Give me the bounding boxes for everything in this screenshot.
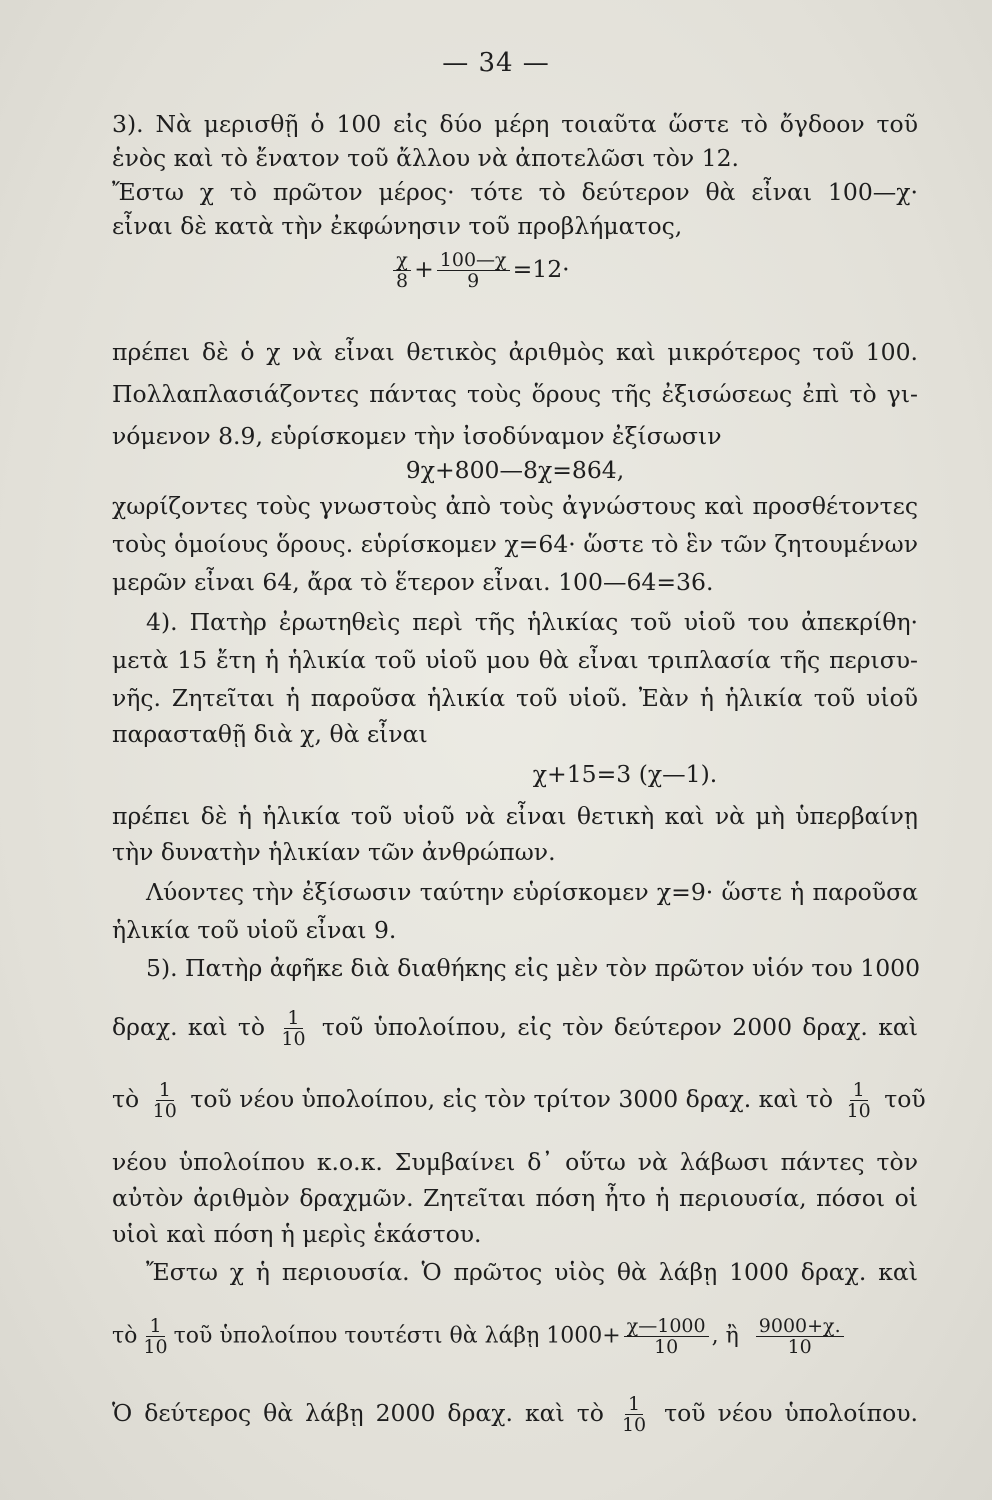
fraction: $\frac{\chi}{8}$ <box>393 250 411 291</box>
fraction: $\frac{1}{10}$ <box>281 1007 306 1050</box>
text-line: ἑνὸς καὶ τὸ ἔνατον τοῦ ἄλλου νὰ ἀποτελῶσι τὸν 12. <box>112 144 739 172</box>
text-line: νόμενον 8.9, εὑρίσκομεν τὴν ἰσοδύναμον ἐξίσωσιν <box>112 422 722 450</box>
text-line-with-fraction: Ὁ δεύτερος θὰ λάβῃ 2000 δραχ. καὶ τὸ $\frac{1}{10}$ τοῦ νέου ὑπολοίπου. <box>112 1393 918 1436</box>
text-line: μερῶν εἶναι 64, ἄρα τὸ ἕτερον εἶναι. 100—64=36. <box>112 568 714 596</box>
text-line: παρασταθῇ διὰ χ, θὰ εἶναι <box>112 720 428 748</box>
fraction: $\frac{100—\chi}{9}$ <box>437 250 510 291</box>
text-line: εἶναι δὲ κατὰ τὴν ἐκφώνησιν τοῦ προβλήματος, <box>112 212 683 240</box>
equation-fraction-sum: $\frac{\chi}{8}$ + $\frac{100—\chi}{9}$ =12· <box>390 250 570 291</box>
text-line: πρέπει δὲ ἡ ἡλικία τοῦ υἱοῦ νὰ εἶναι θετικὴ καὶ νὰ μὴ ὑπερβαίνῃ <box>112 802 918 830</box>
text-line: 5). Πατὴρ ἀφῆκε διὰ διαθήκης εἰς μὲν τὸν πρῶτον υἱόν του 1000 <box>146 954 921 982</box>
text-line: υἱοὶ καὶ πόση ἡ μερὶς ἑκάστου. <box>112 1220 482 1248</box>
text-line: 3). Νὰ μερισθῇ ὁ 100 εἰς δύο μέρη τοιαῦτα ὥστε τὸ ὄγδοον τοῦ <box>112 110 918 138</box>
text-line: Πολλαπλασιάζοντες πάντας τοὺς ὅρους τῆς ἐξισώσεως ἐπὶ τὸ γι- <box>112 380 918 408</box>
fraction: $\frac{1}{10}$ <box>152 1079 177 1122</box>
fraction: $\frac{1}{10}$ <box>143 1315 168 1358</box>
fraction: $\frac{\chi—1000}{10}$ <box>624 1316 709 1357</box>
text-line-with-fraction: τὸ $\frac{1}{10}$ τοῦ νέου ὑπολοίπου, εἰς τὸν τρίτον 3000 δραχ. καὶ τὸ $\frac{1}{10}$ τοῦ <box>112 1079 926 1122</box>
text-line: 4). Πατὴρ ἐρωτηθεὶς περὶ τῆς ἡλικίας τοῦ υἱοῦ του ἀπεκρίθη· <box>146 608 918 636</box>
fraction: $\frac{9000+\chi.}{10}$ <box>756 1316 844 1357</box>
text-line: μετὰ 15 ἔτη ἡ ἡλικία τοῦ υἱοῦ μου θὰ εἶναι τριπλασία τῆς περισυ- <box>112 646 918 674</box>
text-line: Ἔστω χ ἡ περιουσία. Ὁ πρῶτος υἱὸς θὰ λάβῃ 1000 δραχ. καὶ <box>146 1258 918 1286</box>
text-line: νῆς. Ζητεῖται ἡ παροῦσα ἡλικία τοῦ υἱοῦ. Ἐὰν ἡ ἡλικία τοῦ υἱοῦ <box>112 684 918 712</box>
text-line: πρέπει δὲ ὁ χ νὰ εἶναι θετικὸς ἀριθμὸς καὶ μικρότερος τοῦ 100. <box>112 338 918 366</box>
page-number: — 34 — <box>442 48 550 78</box>
text-line: τοὺς ὁμοίους ὅρους. εὑρίσκομεν χ=64· ὥστε τὸ ἓν τῶν ζητουμένων <box>112 530 918 558</box>
text-line: Λύοντες τὴν ἐξίσωσιν ταύτην εὑρίσκομεν χ=9· ὥστε ἡ παροῦσα <box>146 878 918 906</box>
text-line: αὐτὸν ἀριθμὸν δραχμῶν. Ζητεῖται πόση ἦτο ἡ περιουσία, πόσοι οἱ <box>112 1184 918 1212</box>
text-line: Ἔστω χ τὸ πρῶτον μέρος· τότε τὸ δεύτερον θὰ εἶναι 100—χ· <box>112 178 918 206</box>
text-line: χωρίζοντες τοὺς γνωστοὺς ἀπὸ τοὺς ἀγνώστους καὶ προσθέτοντες <box>112 492 918 520</box>
text-line: νέου ὑπολοίπου κ.ο.κ. Συμβαίνει δ᾽ οὕτω νὰ λάβωσι πάντες τὸν <box>112 1148 918 1176</box>
text-line: τὴν δυνατὴν ἡλικίαν τῶν ἀνθρώπων. <box>112 838 556 866</box>
text-line-with-fraction: δραχ. καὶ τὸ $\frac{1}{10}$ τοῦ ὑπολοίπου, εἰς τὸν δεύτερον 2000 δραχ. καὶ <box>112 1007 918 1050</box>
equation: χ+15=3 (χ—1). <box>532 760 718 788</box>
text-line-with-fraction: τὸ $\frac{1}{10}$ τοῦ ὑπολοίπου τουτέστι θὰ λάβῃ 1000+ $\frac{\chi—1000}{10}$ , ἢ $\frac{9000+\chi.}{10}$ <box>112 1316 918 1357</box>
fraction: $\frac{1}{10}$ <box>846 1079 871 1122</box>
equation: 9χ+800—8χ=864, <box>405 456 625 484</box>
fraction: $\frac{1}{10}$ <box>621 1393 647 1436</box>
text-line: ἡλικία τοῦ υἱοῦ εἶναι 9. <box>112 916 397 944</box>
